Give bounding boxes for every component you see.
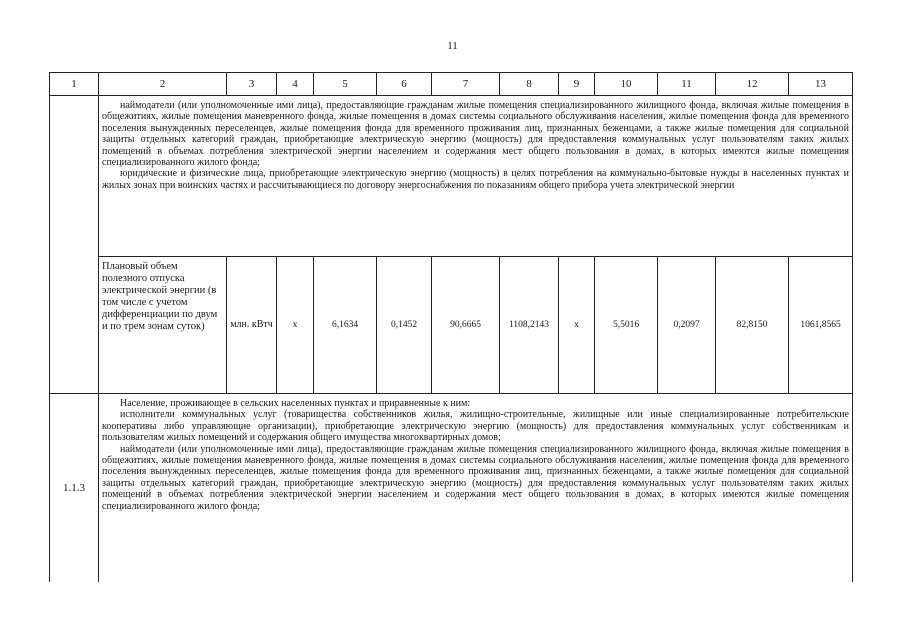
- header-cell: 2: [99, 73, 227, 96]
- header-cell: 10: [595, 73, 658, 96]
- paragraph: исполнители коммунальных услуг (товарищества собственников жилья, жилищно-строительные, жилищные или иные специализированные потребительские кооперативы либо управляющие организации), приобретающие электрическую энергию (мощность) для предоставления коммунальных услуг собственникам и пользователям жилых помещений и содержания общего имущества многоквартирных домов;: [102, 409, 849, 444]
- header-cell: 12: [716, 73, 789, 96]
- section-description: [99, 394, 853, 583]
- paragraph: наймодатели (или уполномоченные ими лица), предоставляющие гражданам жилые помещения специализированного жилищного фонда, включая жилые помещения в общежитиях, жилые помещения маневренного фонда, жилые помещения в домах системы социального обслуживания населения, жилые помещения фонда для временного поселения вынужденных переселенцев, жилые помещения фонда для временного проживания лиц, признанных беженцами, а также жилые помещения для социальной защиты отдельных категорий граждан, приобретающие электрическую энергию (мощность) для предоставления коммунальных услуг пользователям таких жилых помещений в объемах потребления электрической энергии населением и содержания мест общего пользования в домах, в которых имеются жилые помещения специализированного жилого фонда;: [102, 443, 849, 512]
- section-1-1-3-row: [50, 394, 853, 583]
- consumer-description: [99, 96, 853, 257]
- header-cell: 11: [658, 73, 716, 96]
- paragraph: наймодатели (или уполномоченные ими лица), предоставляющие гражданам жилые помещения специализированного жилищного фонда, включая жилые помещения в общежитиях, жилые помещения маневренного фонда, жилые помещения в домах системы социального обслуживания населения, жилые помещения фонда для временного поселения вынужденных переселенцев, жилые помещения фонда для временного проживания лиц, признанных беженцами, а также жилые помещения для социальной защиты отдельных категорий граждан, приобретающие электрическую энергию (мощность) для предоставления коммунальных услуг пользователям таких жилых помещений в объемах потребления электрической энергии населением и содержания мест общего пользования в домах, в которых имеются жилые помещения специализированного жилого фонда;: [102, 100, 849, 169]
- header-cell: 3: [227, 73, 277, 96]
- value-cell: 90,6665: [432, 257, 500, 394]
- value-cell: 0,1452: [377, 257, 432, 394]
- value-cell: 82,8150: [716, 257, 789, 394]
- paragraph: Население, проживающее в сельских населенных пунктах и приравненные к ним:: [120, 398, 471, 409]
- page-number: 11: [447, 40, 458, 52]
- header-cell: 13: [789, 73, 853, 96]
- data-row-label: Плановый объем полезного отпуска электрической энергии (в том числе с учетом дифференциации по двум и по трем зонам суток): [99, 257, 227, 394]
- value-cell: х: [559, 257, 595, 394]
- tariff-table: [49, 72, 853, 582]
- header-cell: 8: [500, 73, 559, 96]
- header-cell: 7: [432, 73, 500, 96]
- value-cell: 1108,2143: [500, 257, 559, 394]
- row-code-cell: [50, 96, 99, 394]
- value-cell: 1061,8565: [789, 257, 853, 394]
- header-cell: 6: [377, 73, 432, 96]
- header-cell: 4: [277, 73, 314, 96]
- header-cell: 5: [314, 73, 377, 96]
- paragraph: юридические и физические лица, приобретающие электрическую энергию (мощность) в целях потребления на коммунально-бытовые нужды в населенных пунктах и жилых зонах при воинских частях и рассчитывающиеся по договору энергоснабжения по показаниям общего прибора учета электрической энергии: [102, 168, 849, 191]
- header-cell: 1: [50, 73, 99, 96]
- value-cell: 5,5016: [595, 257, 658, 394]
- header-cell: 9: [559, 73, 595, 96]
- data-row: [50, 257, 853, 394]
- unit-cell: млн. кВтч: [227, 257, 277, 394]
- header-row: [50, 73, 853, 96]
- value-cell: 6,1634: [314, 257, 377, 394]
- row-code: 1.1.3: [50, 394, 99, 583]
- consumer-description-row: [50, 96, 853, 257]
- value-cell: х: [277, 257, 314, 394]
- value-cell: 0,2097: [658, 257, 716, 394]
